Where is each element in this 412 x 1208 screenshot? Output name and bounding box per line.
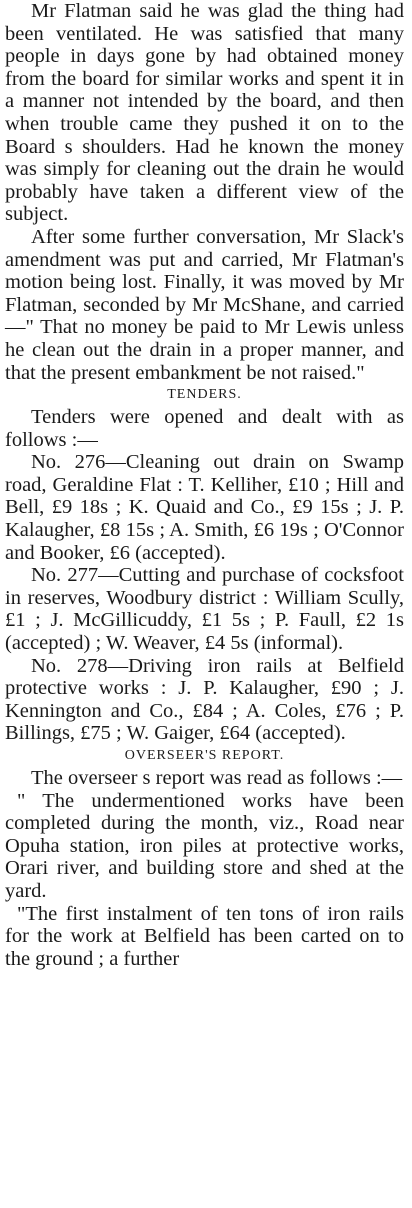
tenders-heading: TENDERS. [167,387,242,403]
overseer-report-intro: The overseer s report was read as follows :— [31,767,403,789]
tender-277: No. 277—Cutting and purchase of cocksfoot in reserves, Woodbury district : William Scully, £1 ; J. McGillicuddy, £1 5s ; P. Faull, £2 1s (accepted) ; W. Weaver, £4 5s (informal). [5,564,404,655]
overseer-report-heading: OVERSEER'S REPORT. [124,748,285,763]
tender-278: No. 278—Driving iron rails at Belfield protective works : J. P. Kalaugher, £90 ; J. Kennington and Co., £84 ; A. Coles, £76 ; P. Billings, £75 ; W. Gaiger, £64 (accepted). [5,654,404,745]
paragraph-amendment-carried: After some further conversation, Mr Slack's amendment was put and carried, Mr Flatman's motion being lost. Finally, it was moved by Mr Flatman, seconded by Mr McShane, and carried—" That no money be paid to Mr Lewis unless he clean out the drain in a proper manner, and that the present embankment be not raised." [5,225,404,384]
tenders-intro: Tenders were opened and dealt with as follows :— [5,406,404,451]
report-paragraph-completed-works: " The undermentioned works have been completed during the month, viz., Road near Opuha station, iron piles at protective works, Orari river, and building store and shed at the yard. [5,789,404,902]
tender-276: No. 276—Cleaning out drain on Swamp road, Geraldine Flat : T. Kelliher, £10 ; Hill and Bell, £9 18s ; K. Quaid and Co., £9 15s ; J. P. Kalaugher, £8 15s ; A. Smith, £6 19s ; O'Connor and Booker, £6 (accepted). [5,451,404,564]
paragraph-flatman-remarks: Mr Flatman said he was glad the thing had been ventilated. He was satisfied that many people in days gone by had obtained money from the board for similar works and spent it in a manner not intended by the board, and then when trouble came they pushed it on to the Board s shoulders. Had he known the money was simply for cleaning out the drain he would probably have taken a different view of the subject. [5,0,404,226]
report-paragraph-iron-rails: "The first instalment of ten tons of iron rails for the work at Belfield has been carted on to the ground ; a further [5,902,404,970]
